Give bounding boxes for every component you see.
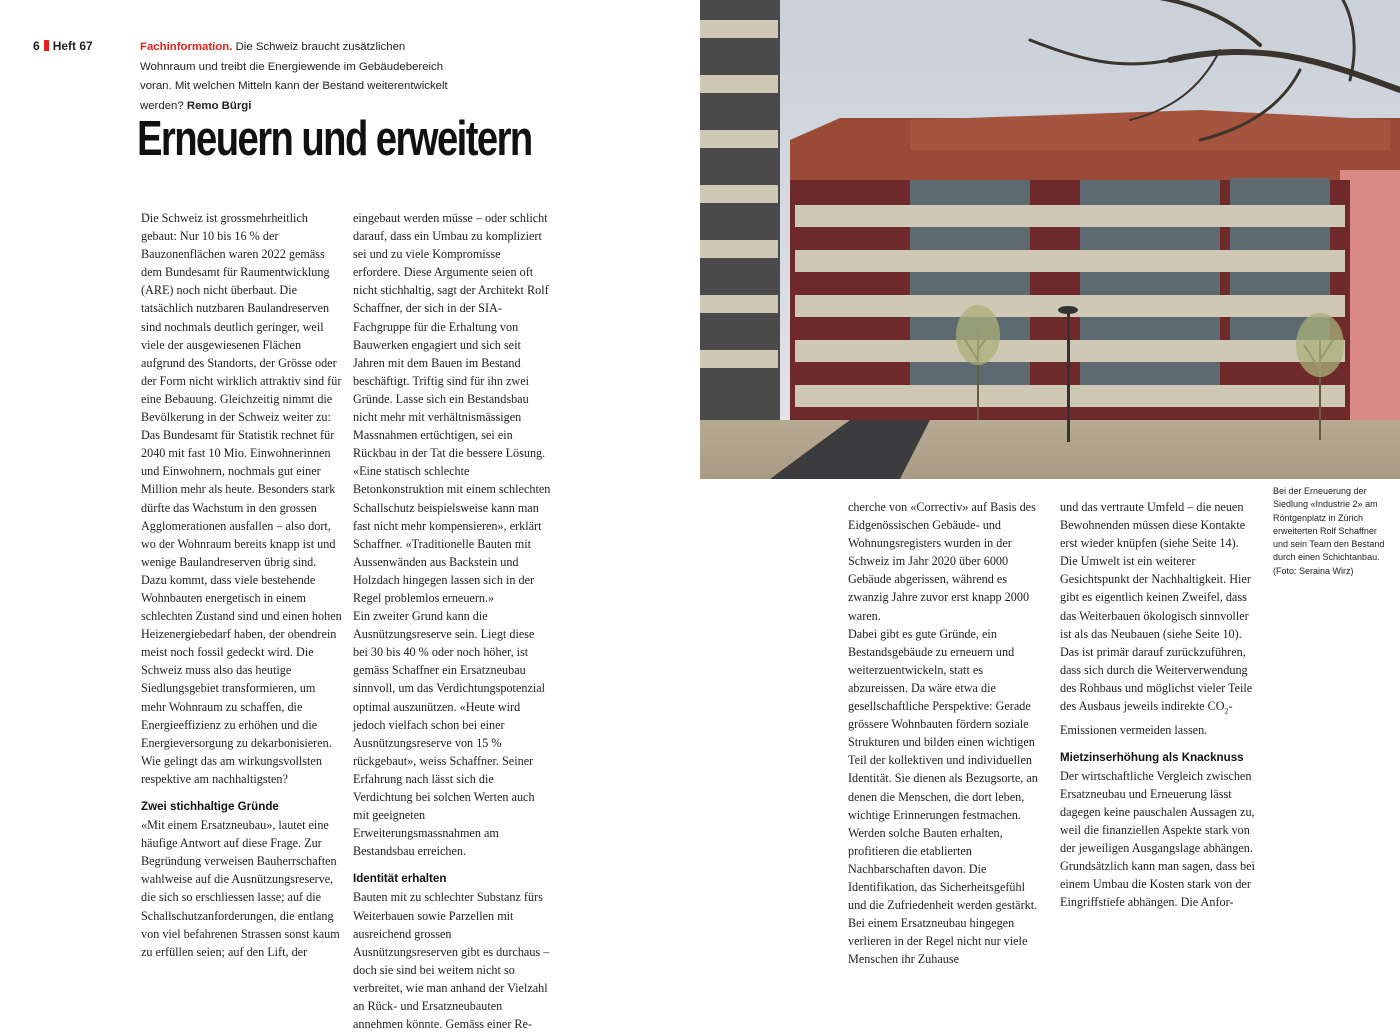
paragraph-text-end: -Emissionen vermeiden lassen.	[1060, 699, 1233, 737]
subheading: Identität erhalten	[353, 872, 447, 886]
folio-divider	[44, 40, 49, 51]
page-number: 6	[33, 39, 40, 53]
intro-author: Remo Bürgi	[186, 99, 252, 112]
paragraph: Die Schweiz ist grossmehrheitlich gebaut: Nur 10 bis 16 % der Bauzonenflächen waren 2022 gemäss dem Bundesamt für Raumentwicklung (ARE) noch nicht überbaut. Die tatsächlich nutzbaren Baulandreserven sind nochmals deutlich geringer, weil viele der ausgewiesenen Flächen aufgrund des Standorts, der Grösse oder der Form nicht wirklich attraktiv sind für eine Bebauung. Gleichzeitig nimmt die Bevölkerung in der Schweiz weiter zu: Das Bundesamt für Statistik rechnet für 2040 mit fast 10 Mio. Einwohnerinnen und Einwohnern, nochmals gut einer Million mehr als heute. Besonders stark dürfte das Wachstum in den grossen Agglomerationen ausfallen – also dort, wo der Wohnraum bereits knapp ist und wenige Baulandreserven übrig sind. Dazu kommt, dass viele bestehende Wohnbauten energetisch in einem schlechten Zustand sind und einen hohen Heizenergiebedarf haben, der obendrein meist noch fossil gedeckt wird. Die Schweiz muss also das heutige Siedlungsgebiet transformieren, um mehr Wohnraum zu schaffen, die Energieeffizienz zu erhöhen und die Energieversorgung zu dekarbonisieren. Wie gelingt das am wirkungsvollsten respektive am nachhaltigsten?	[141, 211, 342, 786]
page-folio	[33, 39, 93, 53]
paragraph-text: und das vertraute Umfeld – die neuen Bewohnenden müssen diese Kontakte erst wieder knüpfen (siehe Seite 14). Die Umwelt ist ein weiterer Gesichtspunkt der Nachhaltigkeit. Hier gibt es eigentlich keinen Zweifel, dass das Weiterbauen ökologisch sinnvoller ist als das Neubauen (siehe Seite 10). Das ist primär darauf zurückzuführen, dass sich durch die Weiterverwendung des Rohbaus und möglichst vieler Teile des Ausbaus jeweils indirekte	[1060, 500, 1253, 714]
co2-subscript: 2	[1224, 706, 1229, 716]
paragraph: Ein zweiter Grund kann die Ausnützungsreserve sein. Liegt diese bei 30 bis 40 % oder noch höher, ist gemäss Schaffner ein Ersatzneubau sinnvoll, um das Verdichtungspotenzial optimal auszunützen. «Heute wird jedoch vielfach schon bei einer Ausnützungsreserve von 15 % rückgebaut», weiss Schaffner. Seiner Erfahrung nach lässt sich die Verdichtung bei solchen Werten auch mit geeigneten Erweiterungsmassnahmen am Bestandsbau erreichen.	[353, 609, 546, 859]
courtyard-housing-image	[700, 0, 1400, 479]
text-column-1	[141, 209, 343, 961]
subheading: Mietzinserhöhung als Knacknuss	[1060, 750, 1244, 764]
building-photo	[700, 0, 1400, 479]
text-column-3	[848, 498, 1043, 968]
paragraph: «Mit einem Ersatzneubau», lautet eine häufige Antwort auf diese Frage. Zur Begründung verweisen Bauherrschaften wahlweise auf die Ausnützungsreserve, die sich so erschliessen lasse; auf die Schallschutzanforderungen, die entlang von viel befahrenen Strassen sonst kaum zu erfüllen seien; auf den Lift, der	[141, 818, 340, 959]
text-column-2	[353, 209, 551, 1033]
article-headline: Erneuern und erweitern	[137, 112, 532, 166]
paragraph	[1060, 498, 1255, 739]
intro-kicker: Fachinformation.	[140, 41, 233, 53]
paragraph: Der wirtschaftliche Vergleich zwischen Ersatzneubau und Erneuerung lässt dagegen keine pauschalen Aussagen zu, weil die finanziellen Aspekte stark von der jeweiligen Ausgangslage abhängen. Grundsätzlich kann man sagen, dass bei einem Umbau die Kosten stark von der Eingriffstiefe abhängen. Die Anfor-	[1060, 768, 1255, 910]
issue-label: Heft 67	[52, 39, 93, 53]
subheading: Zwei stichhaltige Gründe	[141, 800, 279, 813]
paragraph: Dabei gibt es gute Gründe, ein Bestandsgebäude zu erneuern und weiterzuentwickeln, statt es abzureissen. Da wäre etwa die gesellschaftliche Perspektive: Gerade grössere Wohnbauten fördern soziale Strukturen und bilden einen wichtigen Teil der kollektiven und individuellen Identität. Sie dienen als Bezugsorte, an denen die Menschen, die dort leben, wichtige Erinnerungen festmachen. Werden solche Bauten erhalten, profitieren die etablierten Nachbarschaften davon. Die Identifikation, das Sicherheitsgefühl und die Zufriedenheit werden gestärkt. Bei einem Ersatzneubau hingegen verlieren in der Regel nicht nur viele Menschen ihr Zuhause	[848, 626, 1038, 967]
intro-text: Die Schweiz braucht zusätzlichen Wohnraum und treibt die Energiewende im Gebäudebereich voran. Mit welchen Mitteln kann der Bestand weiterentwickelt werden?	[140, 41, 448, 112]
text-column-4	[1060, 498, 1255, 912]
paragraph: Bauten mit zu schlechter Substanz fürs Weiterbauen sowie Parzellen mit ausreichend grossen Ausnützungsreserven gibt es durchaus – doch sie sind bei weitem nicht so verbreitet, wie man anhand der Vielzahl an Rück- und Ersatzneubauten annehmen könnte. Gemäss einer Re-	[353, 890, 550, 1032]
paragraph: eingebaut werden müsse – oder schlicht darauf, dass ein Umbau zu kompliziert sei und zu viele Kompromisse erfordere. Diese Argumente seien oft nicht stichhaltig, sagt der Architekt Rolf Schaffner, der sich in der SIA-Fachgruppe für die Erhaltung von Bauwerken engagiert und sich seit Jahren mit dem Bauen im Bestand beschäftigt. Triftig sind für ihn zwei Gründe. Lasse sich ein Bestandsbau nicht mehr mit verhältnismässigen Massnahmen ertüchtigen, sei ein Rückbau in der Tat die bessere Lösung. «Eine statisch schlechte Betonkonstruktion mit einem schlechten Schallschutz beispielsweise kann man fast nicht mehr kompensieren», erklärt Schaffner. «Traditionelle Bauten mit Aussenwänden aus Backstein und Holzdach hingegen lassen sich in der Regel problemlos erneuern.»	[353, 211, 551, 605]
photo-caption: Bei der Erneuerung der Siedlung «Industrie 2» am Röntgenplatz in Zürich erweiterten Rolf Schaffner und sein Team den Bestand durch einen Schichtanbau. (Foto: Seraina Wirz)	[1273, 486, 1385, 576]
paragraph: cherche von «Correctiv» auf Basis des Eidgenössischen Gebäude- und Wohnungsregisters wurden in der Schweiz im Jahr 2020 über 6000 Gebäude abgerissen, während es zwanzig Jahre zuvor erst knapp 2000 waren.	[848, 500, 1036, 623]
co2-c: CO	[1207, 699, 1225, 714]
